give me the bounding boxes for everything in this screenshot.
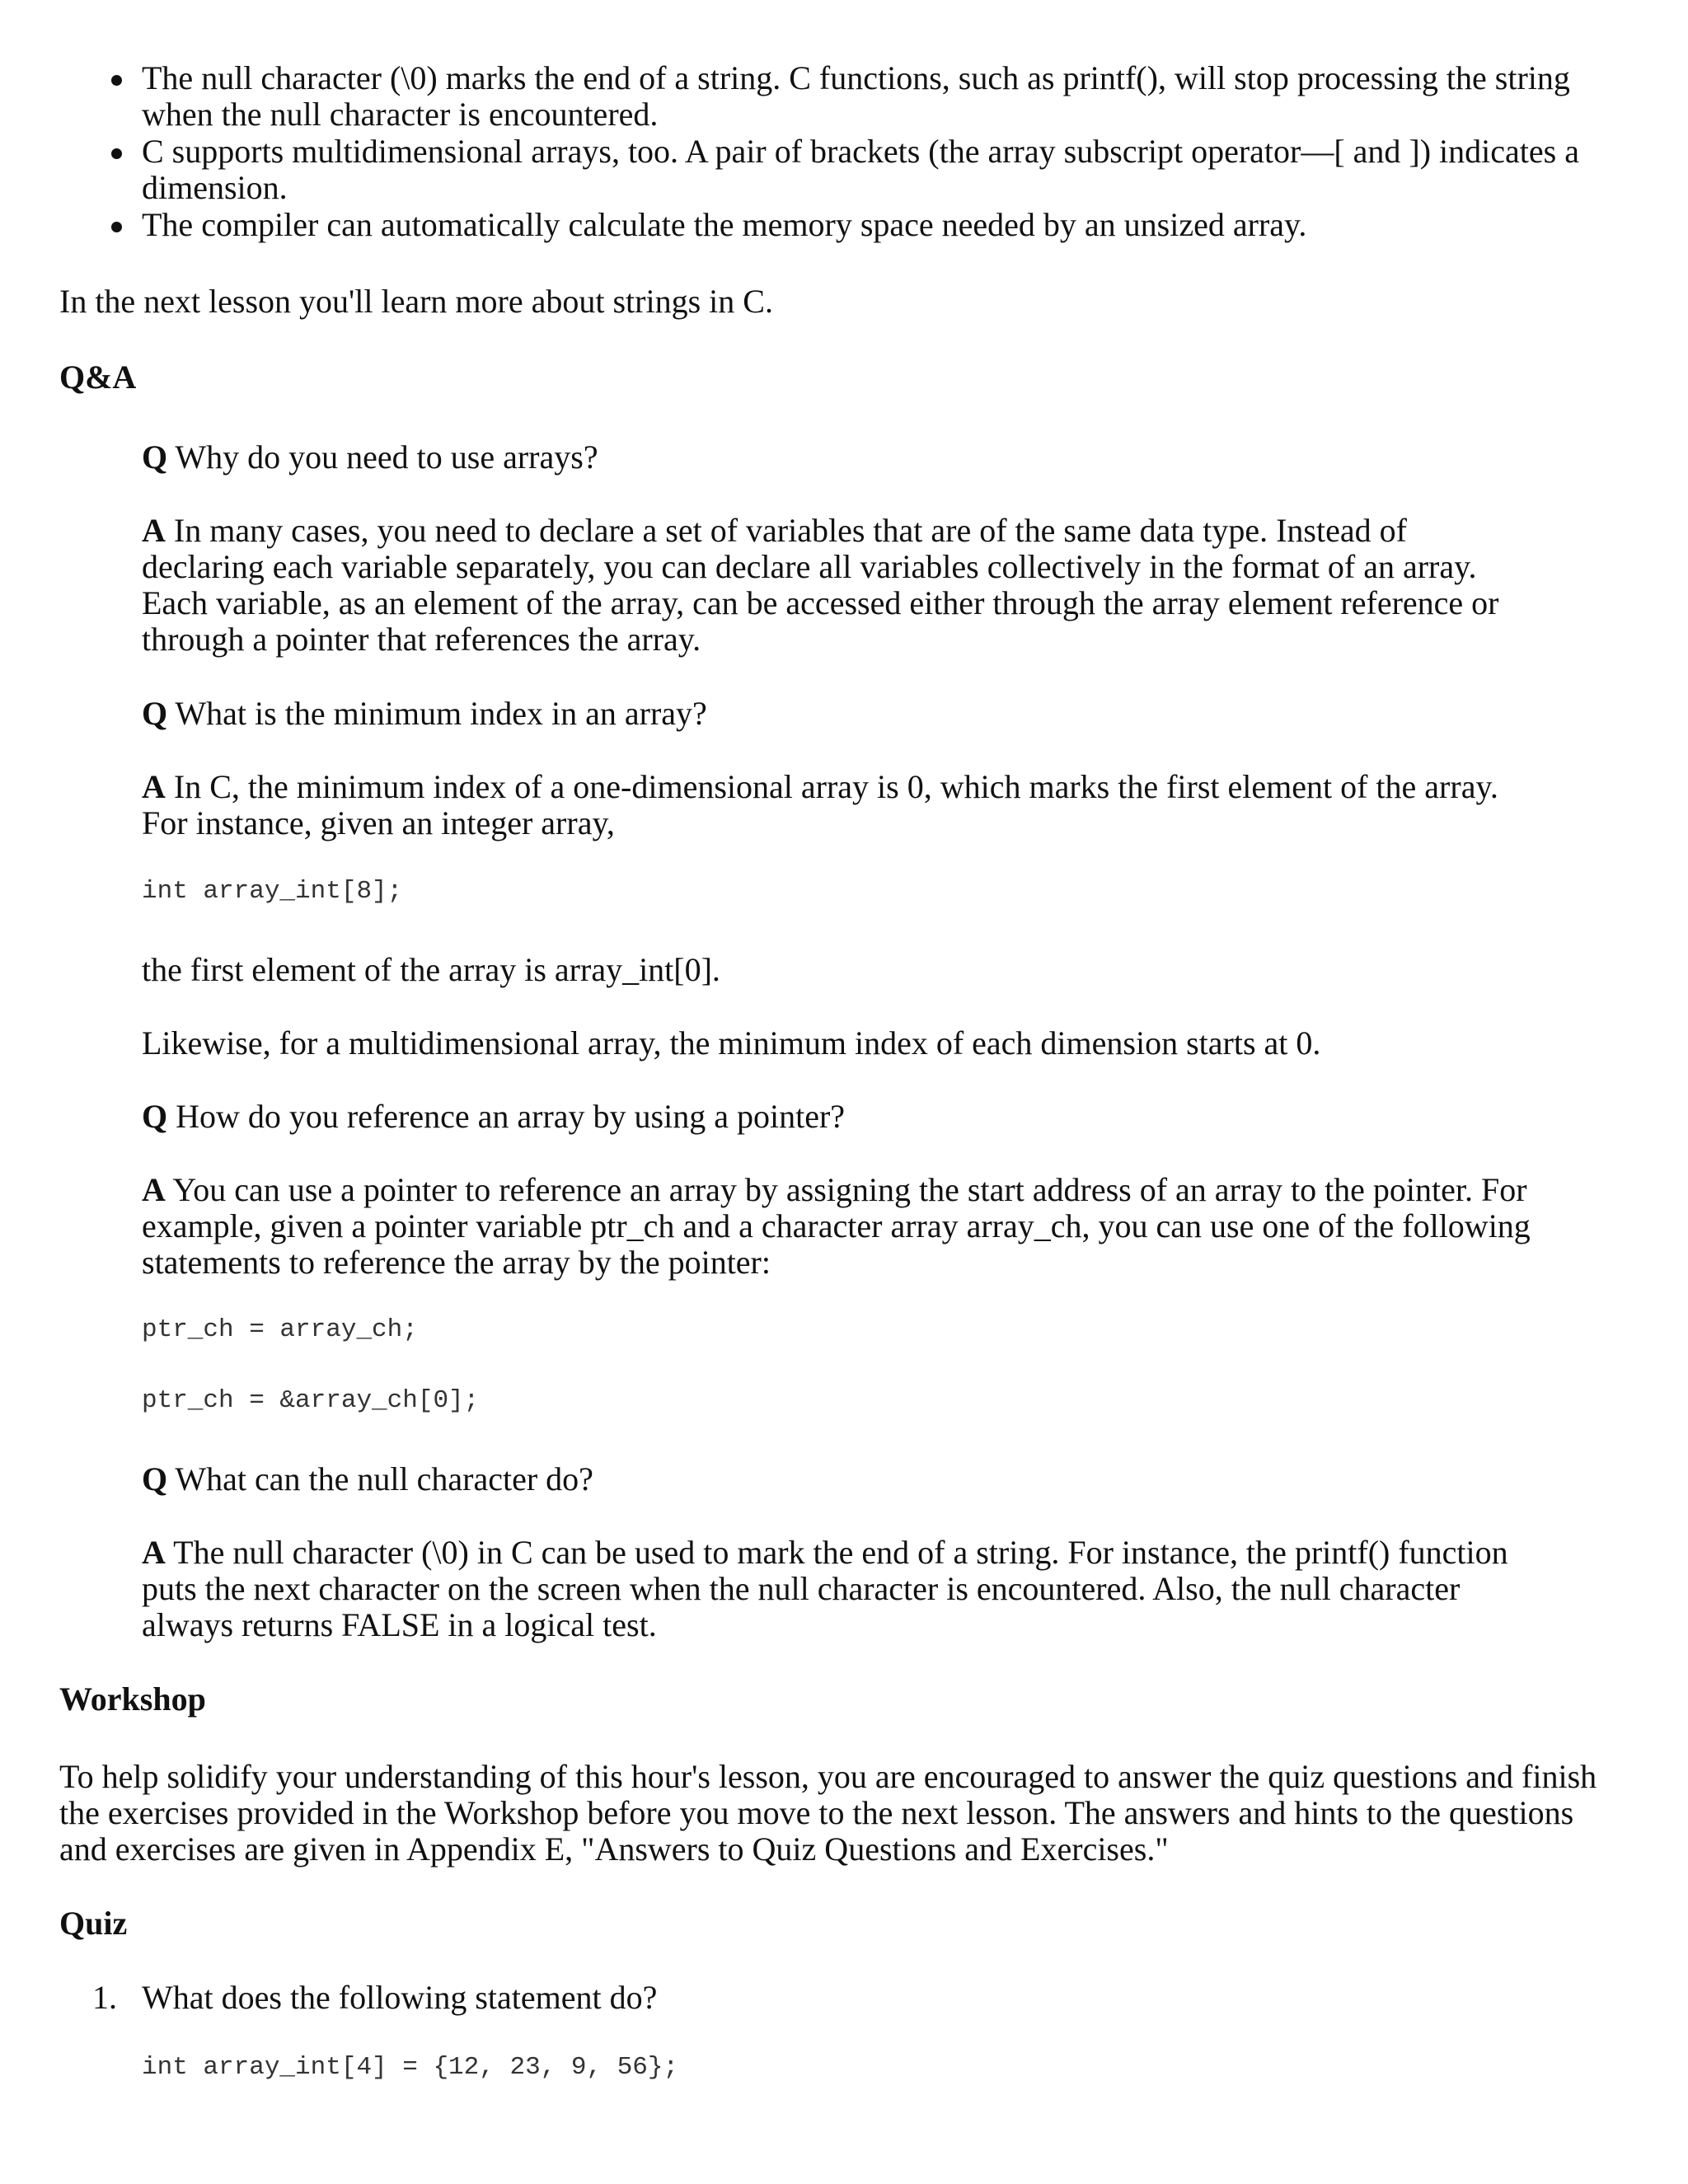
code-ptr-assign-2: ptr_ch = &array_ch[0];	[142, 1386, 480, 1415]
q-marker: Q	[142, 1098, 168, 1135]
a-marker: A	[142, 768, 166, 805]
next-lesson-paragraph: In the next lesson you'll learn more about strings in C.	[59, 283, 773, 320]
answer-1-line-3: Each variable, as an element of the array, can be accessed either through the array element reference or	[142, 584, 1499, 621]
q-marker: Q	[142, 438, 168, 476]
answer-3-line-1	[142, 1172, 1527, 1208]
answer-2-likewise: Likewise, for a multidimensional array, the minimum index of each dimension starts at 0.	[142, 1024, 1321, 1062]
answer-3-line-2: example, given a pointer variable ptr_ch and a character array array_ch, you can use one of the following	[142, 1207, 1531, 1244]
bullet-1-line-1: The null character (\0) marks the end of a string. C functions, such as printf(), will stop processing the string	[142, 59, 1570, 96]
question-4-text: What can the null character do?	[175, 1460, 593, 1497]
answer-4-text: The null character (\0) in C can be used to mark the end of a string. For instance, the printf() function	[173, 1534, 1508, 1571]
answer-4-line-3: always returns FALSE in a logical test.	[142, 1606, 657, 1643]
answer-1-text: In many cases, you need to declare a set of variables that are of the same data type. Instead of	[173, 512, 1407, 549]
quiz-item-number: 1.	[92, 1979, 117, 2016]
workshop-line-3: and exercises are given in Appendix E, "Answers to Quiz Questions and Exercises."	[59, 1830, 1169, 1868]
answer-2-after-code: the first element of the array is array_int[0].	[142, 951, 720, 988]
answer-3-line-3: statements to reference the array by the pointer:	[142, 1244, 771, 1281]
a-marker: A	[142, 1171, 166, 1208]
workshop-line-2: the exercises provided in the Workshop before you move to the next lesson. The answers and hints to the questions	[59, 1794, 1574, 1831]
question-3-text: How do you reference an array by using a pointer?	[176, 1098, 846, 1135]
answer-3-text: You can use a pointer to reference an array by assigning the start address of an array to the pointer. For	[172, 1171, 1527, 1208]
q-marker: Q	[142, 695, 168, 732]
answer-4-line-1	[142, 1535, 1508, 1571]
workshop-line-1: To help solidify your understanding of this hour's lesson, you are encouraged to answer the quiz questions and finish	[59, 1758, 1597, 1795]
code-array-int-8: int array_int[8];	[142, 877, 403, 906]
answer-2-line-1	[142, 769, 1498, 805]
answer-2-text: In C, the minimum index of a one-dimensional array is 0, which marks the first element of the array.	[173, 768, 1498, 805]
question-1	[142, 439, 598, 476]
qa-heading: Q&A	[59, 359, 137, 396]
bullet-1-line-2: when the null character is encountered.	[142, 96, 659, 133]
workshop-heading: Workshop	[59, 1680, 206, 1718]
answer-1-line-4: through a pointer that references the array.	[142, 621, 701, 658]
code-quiz-array-init: int array_int[4] = {12, 23, 9, 56};	[142, 2053, 679, 2082]
question-4	[142, 1461, 593, 1497]
bullet-2-line-1: C supports multidimensional arrays, too. A pair of brackets (the array subscript operator—[ and ]) indicates a	[142, 133, 1579, 170]
bullet-3-line-1: The compiler can automatically calculate the memory space needed by an unsized array.	[142, 206, 1307, 243]
code-ptr-assign-1: ptr_ch = array_ch;	[142, 1315, 418, 1344]
quiz-heading: Quiz	[59, 1905, 128, 1942]
bullet-dot-icon	[111, 148, 122, 159]
question-1-text: Why do you need to use arrays?	[175, 438, 598, 476]
question-3	[142, 1099, 845, 1135]
bullet-dot-icon	[111, 75, 122, 86]
a-marker: A	[142, 512, 166, 549]
answer-2-line-2: For instance, given an integer array,	[142, 804, 615, 841]
question-2	[142, 696, 707, 732]
answer-4-line-2: puts the next character on the screen when the null character is encountered. Also, the null character	[142, 1570, 1461, 1607]
bullet-dot-icon	[111, 222, 122, 232]
answer-1-line-2: declaring each variable separately, you can declare all variables collectively in the format of an array.	[142, 548, 1477, 585]
quiz-item-question: What does the following statement do?	[142, 1979, 658, 2016]
question-2-text: What is the minimum index in an array?	[175, 695, 707, 732]
answer-1-line-1	[142, 513, 1407, 549]
bullet-2-line-2: dimension.	[142, 169, 288, 206]
q-marker: Q	[142, 1460, 168, 1497]
a-marker: A	[142, 1534, 166, 1571]
